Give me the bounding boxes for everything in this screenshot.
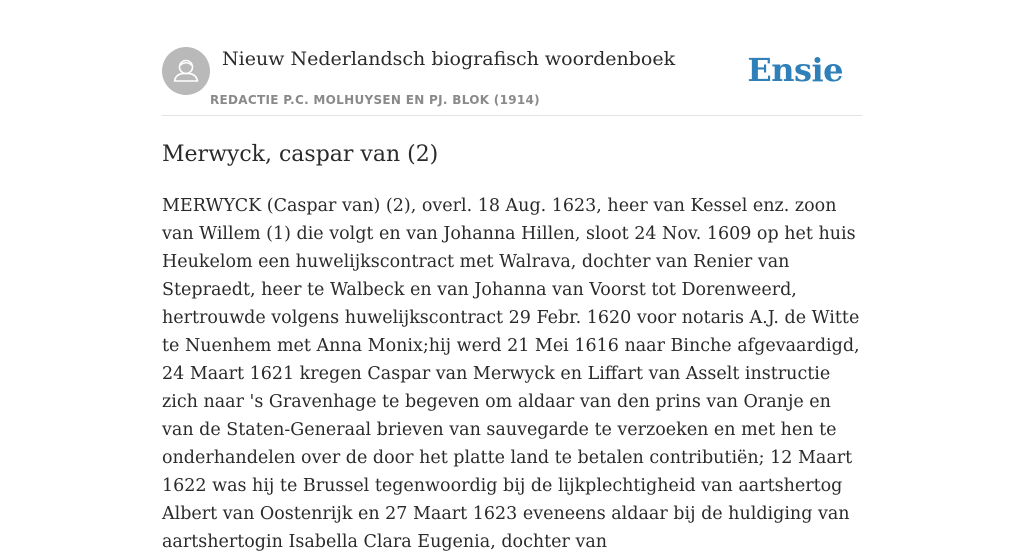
user-icon [162, 47, 210, 95]
article-body: MERWYCK (Caspar van) (2), overl. 18 Aug. 1623, heer van Kessel enz. zoon van Willem (1) die volgt en van Johanna Hillen, sloot 24 Nov. 1609 op het huis Heukelom een huwelijkscontract met Walrava, dochter van Renier van Stepraedt, heer te Walbeck en van Johanna van Voorst tot Dorenweerd, hertrouwde volgens huwelijkscontract 29 Febr. 1620 voor notaris A.J. de Witte te Nuenhem met Anna Monix;hij werd 21 Mei 1616 naar Binche afgevaardigd, 24 Maart 1621 kregen Caspar van Merwyck en Liffart van Asselt instructie zich naar 's Gravenhage te begeven om aldaar van den prins van Oranje en van de Staten-Generaal brieven van sauvegarde te verzoeken en met hen te onderhandelen over de door het platte land te betalen contributiën; 12 Maart 1622 was hij te Brussel tegenwoordig bij de lijkplechtigheid van aartshertog Albert van Oostenrijk en 27 Maart 1623 eveneens aldaar bij de huldiging van aartshertogin Isabella Clara Eugenia, dochter van [162, 196, 860, 552]
article-title: Merwyck, caspar van (2) [162, 142, 439, 167]
source-header [162, 46, 862, 116]
editors-credit: REDACTIE P.C. MOLHUYSEN EN PJ. BLOK (1914) [210, 93, 540, 107]
avatar[interactable] [162, 47, 210, 95]
book-title[interactable]: Nieuw Nederlandsch biografisch woordenboek [222, 48, 676, 70]
ensie-logo[interactable]: Ensie [747, 51, 843, 89]
